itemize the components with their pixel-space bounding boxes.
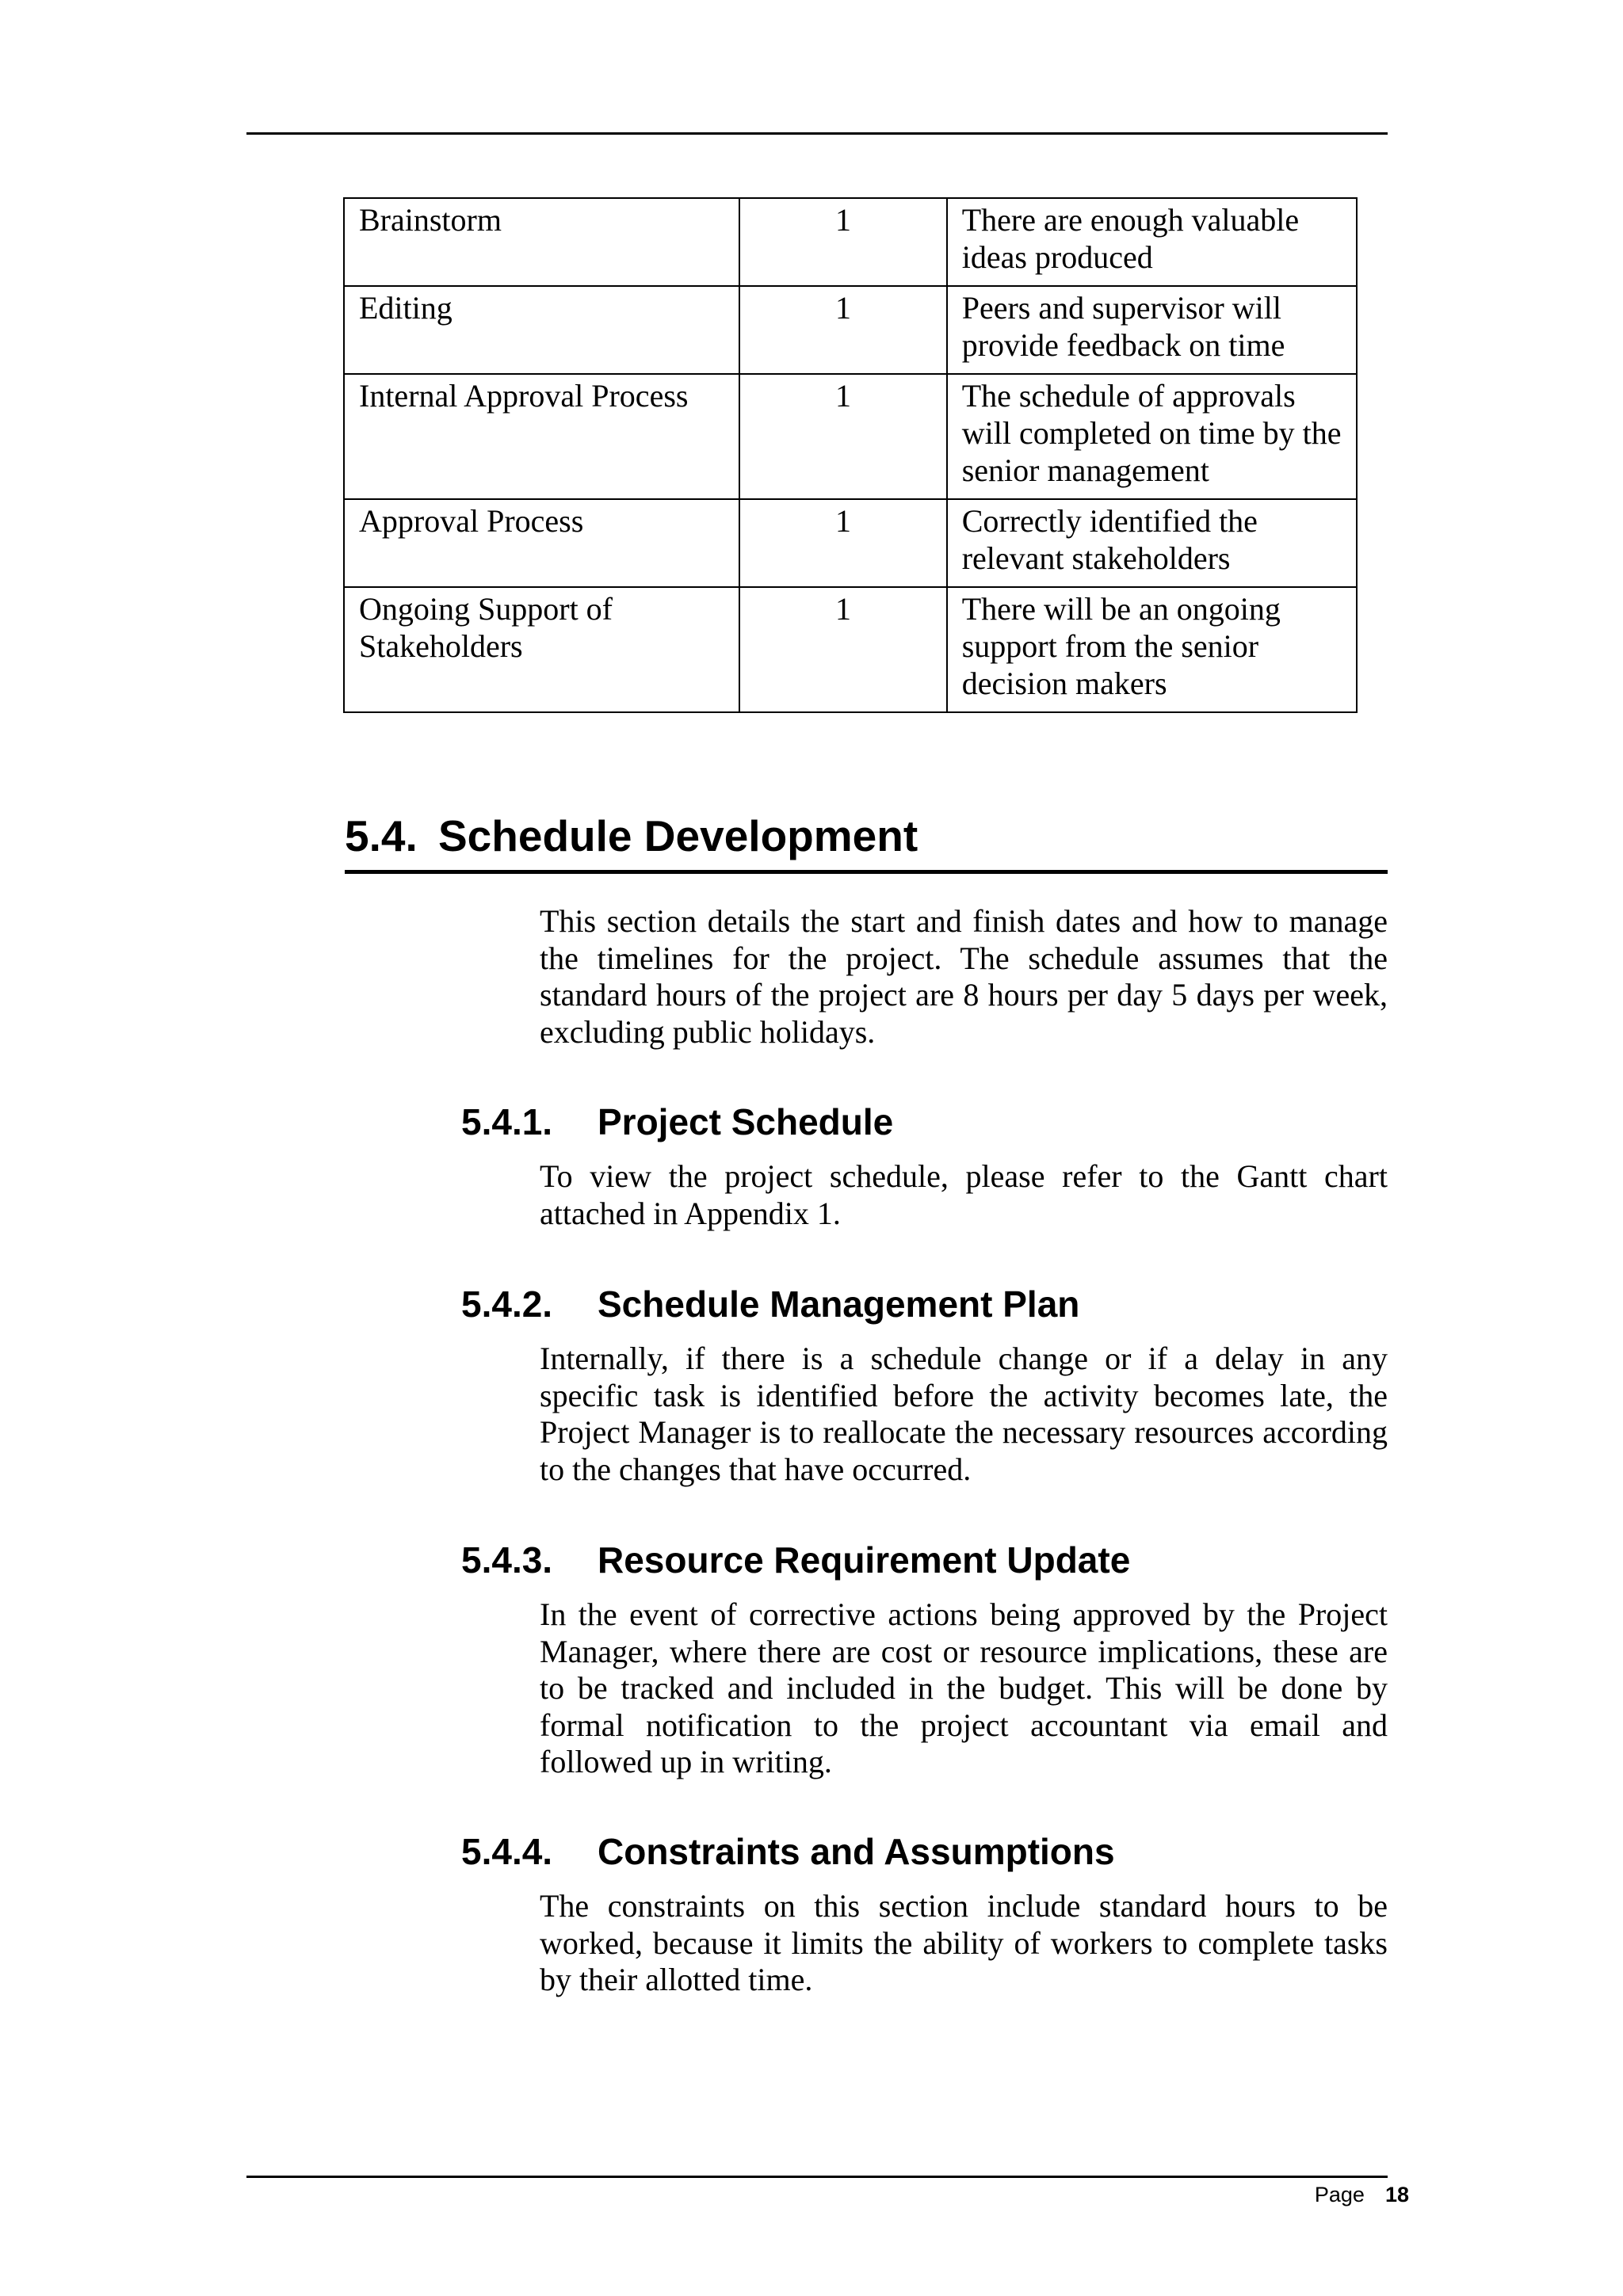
subsection-heading <box>461 1535 1388 1585</box>
value-cell: 1 <box>739 374 946 499</box>
header-rule <box>246 132 1388 135</box>
subsection-body: The constraints on this section include standard hours to be worked, because it limits the ability of workers to complete tasks by their allotted time. <box>540 1888 1388 1997</box>
value-cell: 1 <box>739 286 946 374</box>
task-cell: Brainstorm <box>344 198 739 286</box>
table-row <box>344 286 1357 374</box>
assumption-cell: Peers and supervisor will provide feedback on time <box>947 286 1357 374</box>
section-intro: This section details the start and finish dates and how to manage the timelines for the project. The schedule assumes that the standard hours of the project are 8 hours per day 5 days per week, excluding public holidays. <box>540 903 1388 1050</box>
subsection-body: To view the project schedule, please refer to the Gantt chart attached in Appendix 1. <box>540 1158 1388 1231</box>
subsection-heading <box>461 1827 1388 1876</box>
subsection-number: 5.4.4. <box>461 1831 553 1872</box>
value-cell: 1 <box>739 198 946 286</box>
table-row <box>344 587 1357 712</box>
subsection-number: 5.4.1. <box>461 1101 553 1142</box>
section-number: 5.4. <box>345 811 418 860</box>
task-cell: Internal Approval Process <box>344 374 739 499</box>
subsection-title: Project Schedule <box>598 1101 894 1142</box>
subsection-title: Schedule Management Plan <box>598 1283 1080 1325</box>
page-label: Page <box>1314 2183 1365 2206</box>
assumption-cell: There are enough valuable ideas produced <box>947 198 1357 286</box>
task-cell: Editing <box>344 286 739 374</box>
value-cell: 1 <box>739 587 946 712</box>
subsection-heading <box>461 1097 1388 1146</box>
value-cell: 1 <box>739 499 946 587</box>
task-cell: Approval Process <box>344 499 739 587</box>
page-footer <box>1315 2183 1409 2207</box>
subsection-heading <box>461 1280 1388 1329</box>
subsection-number: 5.4.3. <box>461 1539 553 1581</box>
task-assumptions-table <box>343 197 1358 713</box>
footer-rule <box>246 2176 1388 2178</box>
table-row <box>344 499 1357 587</box>
task-cell: Ongoing Support of Stakeholders <box>344 587 739 712</box>
table-row <box>344 198 1357 286</box>
subsection-title: Resource Requirement Update <box>598 1539 1131 1581</box>
page-number: 18 <box>1384 2183 1409 2206</box>
subsection-body: In the event of corrective actions being approved by the Project Manager, where there are cost or resource implications, these are to be tracked and included in the budget. This will be done by formal notification to the project accountant via email and followed up in writing. <box>540 1596 1388 1779</box>
subsection-body: Internally, if there is a schedule change or if a delay in any specific task is identified before the activity becomes late, the Project Manager is to reallocate the necessary resources according to the changes that have occurred. <box>540 1341 1388 1487</box>
subsection-title: Constraints and Assumptions <box>598 1831 1115 1872</box>
assumption-cell: The schedule of approvals will completed on time by the senior management <box>947 374 1357 499</box>
subsection-number: 5.4.2. <box>461 1283 553 1325</box>
assumption-cell: Correctly identified the relevant stakeholders <box>947 499 1357 587</box>
assumption-cell: There will be an ongoing support from the senior decision makers <box>947 587 1357 712</box>
table-row <box>344 374 1357 499</box>
section-title: Schedule Development <box>438 811 918 860</box>
section-heading <box>345 804 1388 874</box>
